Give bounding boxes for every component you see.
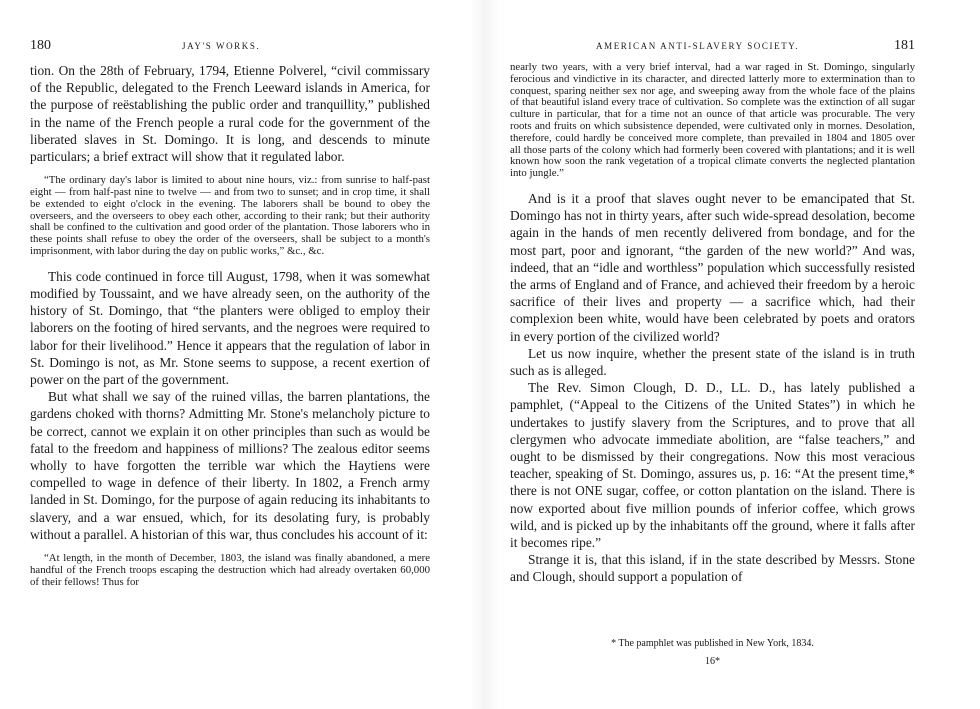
left-page-header xyxy=(30,38,430,54)
book-gutter xyxy=(470,0,500,709)
paragraph: Let us now inquire, whether the present state of the island is in truth such as is alleged. xyxy=(510,345,915,378)
paragraph: And is it a proof that slaves ought never to be emancipated that St. Domingo has not in thirty years, after such wide-spread desolation, become again in the hands of men recently delivered from bondage, and for the most part, poor and ignorant, “the garden of the new world?” And was, indeed, that an “idle and worthless” population which successfully resisted the arms of England and of France, and achieved their freedom by a heroic sacrifice of their lives and property — a sacrifice which, had their complexion been white, would have been celebrated by poets and orators in every portion of the civilized world? xyxy=(510,190,915,344)
paragraph: But what shall we say of the ruined villas, the barren plantations, the gardens choked with thorns? Admitting Mr. Stone's melancholy picture to be correct, cannot we explain it on other principles than such as would be fatal to the freedom and happiness of millions? The zealous editor seems wholly to have forgotten the terrible war which the Haytiens were compelled to wage in defence of their liberty. In 1802, a French army landed in St. Domingo, for the purpose of again reducing its inhabitants to slavery, and a war ensued, which, for its desolating fury, is probably without a parallel. A historian of this war, thus concludes his account of it: xyxy=(30,389,430,542)
paragraph: Strange it is, that this island, if in the state described by Messrs. Stone and Clough, should support a population of xyxy=(510,552,915,585)
running-title: JAY'S WORKS. xyxy=(182,41,261,51)
paragraph: tion. On the 28th of February, 1794, Etienne Polverel, “civil commissary of the Republic, delegated to the French Leeward islands in America, for the purpose of reëstablishing the public order and tranquillity,” published in the name of the French people a rural code for the government of the liberated slaves in St. Domingo. It is long, and descends to minute particulars; a brief extract will show that it regulated labor. xyxy=(30,63,430,165)
right-page-header xyxy=(510,38,915,54)
block-quote xyxy=(30,553,430,588)
quote-text: nearly two years, with a very brief interval, had a war raged in St. Domingo, singularly ferocious and vindictive in its character, and directed latterly more to extermination than to conquest, sparing neither sex nor age, and sweeping away from the whole face of the plains of that beautiful island every trace of cultivation. So complete was the extinction of all sugar culture in particular, that for a time not an ounce of that article was procurable. The very roots and fruits on which subsistence depended, were cultivated only in mornes. Desolation, therefore, could hardly be conceived more complete, than prevailed in 1804 and 1805 over all those parts of the colony which had formerly been covered with plantations; and it is well known how soon the rank vegetation of a tropical climate converts the neglected plantation into jungle.” xyxy=(510,61,915,180)
quote-text: “The ordinary day's labor is limited to about nine hours, viz.: from sunrise to half-past eight — from half-past nine to twelve — and from two to sunset; and in crop time, it shall be extended to eight o'clock in the evening. The laborers shall be bound to obey the overseers, and the overseers to obey each other, according to their rank; but their authority shall be confined to the cultivation and good order of the plantation. Those laborers who in these points shall refuse to obey the order of the overseers, shall be subject to a month's imprisonment, with labor during the day on public works,” &c., &c. xyxy=(30,174,430,257)
paragraph: This code continued in force till August, 1798, when it was somewhat modified by Toussaint, and we have already seen, on the authority of the history of St. Domingo, that “the planters were obliged to employ their laborers on the footing of hired servants, and the negroes were required to labor for their livelihood.” Hence it appears that the regulation of labor in St. Domingo is not, as Mr. Stone seems to suppose, a recent exertion of power on the part of the government. xyxy=(30,268,430,388)
running-title: AMERICAN ANTI-SLAVERY SOCIETY. xyxy=(596,41,800,51)
left-page xyxy=(30,0,430,709)
block-quote xyxy=(510,62,915,180)
page-number: 181 xyxy=(894,38,915,53)
block-quote xyxy=(30,175,430,258)
right-page-body xyxy=(510,62,915,586)
left-page-body xyxy=(30,62,430,598)
signature-mark: 16* xyxy=(705,656,720,667)
right-page xyxy=(510,0,915,709)
quote-text: “At length, in the month of December, 1803, the island was finally abandoned, a mere handful of the French troops escaping the destruction which had already overtaken 60,000 of their fellows! Thus for xyxy=(30,552,430,588)
footnote: * The pamphlet was published in New York, 1834. xyxy=(611,638,814,649)
paragraph: The Rev. Simon Clough, D. D., LL. D., has lately published a pamphlet, (“Appeal to the Citizens of the United States”) in which he undertakes to justify slavery from the Scriptures, and to prove that all clergymen who advocate immediate abolition, are “false teachers,” and ought to be dismissed by their congregations. Now this most veracious teacher, speaking of St. Domingo, assures us, p. 16: “At the present time,* there is not ONE sugar, coffee, or cotton plantation on the island. There is now exported about five million pounds of inferior coffee, which grows wild, and is picked up by the inhabitants off the ground, where it falls after it becomes ripe.” xyxy=(510,380,915,551)
page-number: 180 xyxy=(30,38,51,53)
